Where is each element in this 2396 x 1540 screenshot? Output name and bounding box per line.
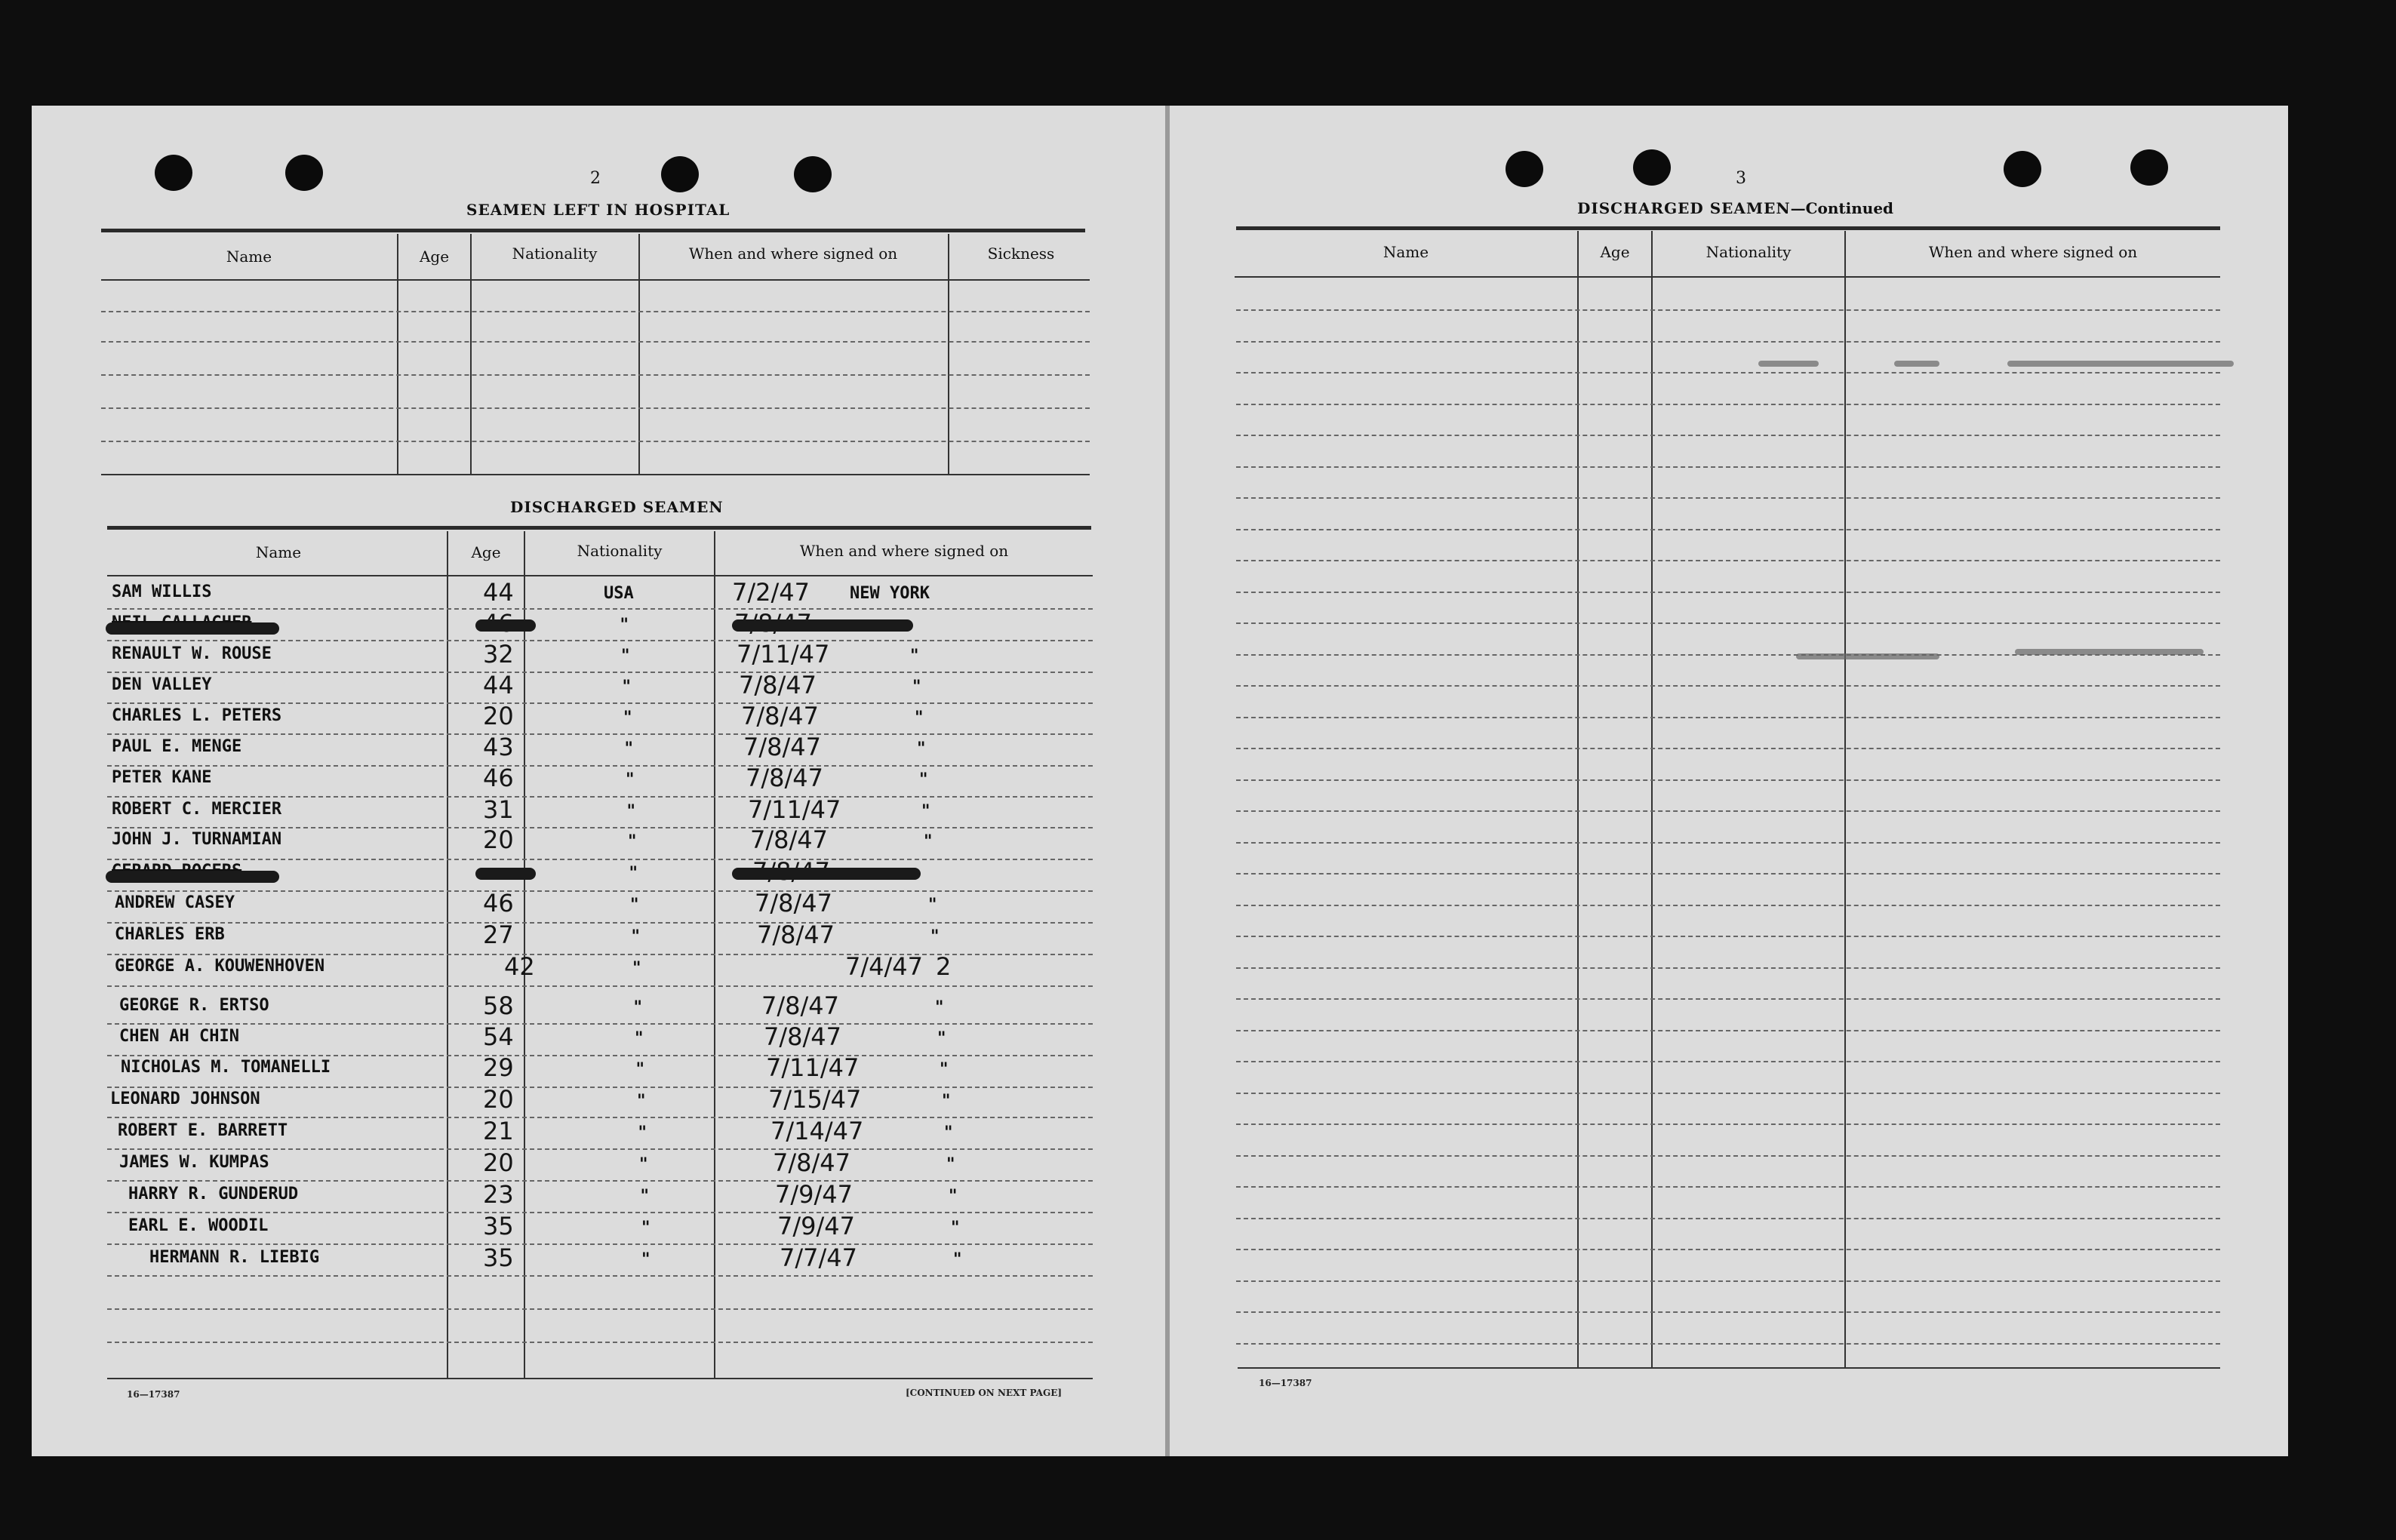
hospital-col-nationality: Nationality [512,244,598,263]
right-row-line [1236,1186,2220,1188]
seaman-age: 20 [483,702,514,730]
seaman-nationality: " [626,801,635,821]
seaman-nationality: " [630,895,639,914]
discharged-row-line [107,702,1093,704]
right-col-divider [1577,231,1579,1369]
discharged-row-line [107,1212,1093,1213]
right-row-line [1236,497,2220,499]
seaman-nationality: " [638,1123,647,1142]
discharged-col-name: Name [255,543,302,561]
signed-on-date: 7/9/47 [775,1180,853,1209]
page-number-left: 2 [590,169,601,188]
signed-on-date: 7/8/47 [764,1022,841,1051]
right-row-line [1236,748,2220,749]
punch-hole [1633,149,1671,186]
signed-on-place: " [935,997,944,1017]
seaman-name: PAUL E. MENGE [112,737,242,756]
right-row-line [1236,1061,2220,1062]
right-row-line [1236,1155,2220,1157]
right-row-line [1236,592,2220,593]
hospital-col-sickness: Sickness [987,244,1055,263]
right-row-line [1236,435,2220,436]
signed-on-date: 7/11/47 [748,795,841,824]
right-row-line [1236,341,2220,343]
seaman-age: 42 [504,952,535,981]
right-row-line [1236,685,2220,687]
signed-on-place: " [917,739,926,758]
seaman-nationality: " [633,997,642,1017]
punch-hole [155,155,192,191]
continued-note: [CONTINUED ON NEXT PAGE] [906,1388,1063,1398]
seaman-name: HERMANN R. LIEBIG [149,1248,320,1267]
punch-hole [285,155,323,191]
signed-on-place: " [937,1028,946,1048]
right-top-rule [1236,226,2220,230]
discharged-header-rule [107,575,1093,576]
right-title-suffix: —Continued [1790,199,1894,217]
discharged-row-line [107,1055,1093,1056]
right-row-line [1236,466,2220,468]
signed-on-place: " [912,677,921,696]
right-row-line [1236,717,2220,718]
bleed-through-mark [1796,653,1939,659]
right-row-line [1236,1280,2220,1282]
seaman-nationality: " [639,1154,648,1174]
hospital-col-divider [638,234,640,475]
signed-on-date: 7/15/47 [768,1085,862,1114]
signed-on-place: " [942,1091,951,1111]
hospital-bottom-rule [101,474,1090,475]
signed-on-date: 7/8/47 [746,764,823,792]
seaman-age: 23 [483,1180,514,1209]
right-row-line [1236,560,2220,561]
right-col-divider [1651,231,1653,1369]
discharged-row-line [107,827,1093,828]
seaman-age: 44 [483,578,514,607]
signed-on-date: 7/4/47 [845,952,923,981]
right-row-line [1236,1218,2220,1219]
discharged-row-line [107,1275,1093,1277]
right-row-line [1236,998,2220,1000]
hospital-row-line [101,341,1090,343]
right-row-line [1236,622,2220,624]
signed-on-place: " [921,801,930,821]
seaman-name: GEORGE A. KOUWENHOVEN [115,957,325,976]
seaman-age: 35 [483,1243,514,1272]
right-col-signed-on: When and where signed on [1928,243,2138,261]
signed-on-place: " [910,646,919,665]
hospital-row-line [101,441,1090,442]
seaman-name: ANDREW CASEY [115,893,235,912]
signed-on-place: " [953,1250,962,1269]
right-page-title [1577,199,1893,217]
right-row-line [1236,1123,2220,1125]
hospital-header-rule [101,279,1090,281]
hospital-row-line [101,407,1090,409]
discharged-row-line [107,1117,1093,1118]
seaman-nationality: USA [604,584,634,603]
seaman-nationality: " [622,677,631,696]
right-row-line [1236,404,2220,405]
strike-through-mark [475,868,536,880]
seaman-age: 20 [483,1085,514,1114]
discharged-row-line [107,890,1093,892]
seaman-name: SAM WILLIS [112,582,212,601]
discharged-row-line [107,985,1093,987]
signed-on-date: 7/8/47 [739,671,817,699]
signed-on-place: " [915,708,924,727]
bleed-through-mark [1894,361,1939,367]
signed-on-place: NEW YORK [850,584,930,603]
signed-on-place: " [930,927,940,946]
punch-hole [794,156,832,192]
right-row-line [1236,936,2220,937]
seaman-nationality: " [629,863,638,883]
right-row-line [1236,1311,2220,1313]
right-bottom-rule [1238,1367,2220,1369]
discharged-row-line [107,1180,1093,1182]
strike-through-mark [106,871,279,883]
seaman-name: CHARLES ERB [115,925,225,944]
discharged-row-line [107,796,1093,798]
seaman-name: JAMES W. KUMPAS [119,1153,269,1172]
hospital-row-line [101,374,1090,376]
right-row-line [1236,1249,2220,1250]
punch-hole [1506,151,1543,187]
signed-on-date: 7/14/47 [770,1117,864,1145]
right-row-line [1236,873,2220,875]
seaman-nationality: " [621,646,630,665]
right-page [1170,106,2288,1456]
right-row-line [1236,1093,2220,1094]
seaman-age: 43 [483,733,514,761]
discharged-row-line [107,733,1093,735]
right-row-line [1236,842,2220,844]
right-col-age: Age [1600,243,1630,261]
strike-through-mark [732,619,913,632]
seaman-nationality: " [620,615,629,635]
discharged-top-rule [107,526,1091,530]
seaman-age: 29 [483,1053,514,1082]
signed-on-date: 7/8/47 [755,889,832,918]
seaman-name: HARRY R. GUNDERUD [128,1185,299,1203]
seaman-age: 21 [483,1117,514,1145]
discharged-row-line [107,1243,1093,1245]
seaman-name: CHARLES L. PETERS [112,706,282,725]
hospital-top-rule [101,229,1085,232]
seaman-nationality: " [631,927,640,946]
seaman-age: 35 [483,1212,514,1240]
seaman-nationality: " [624,739,633,758]
signed-on-place: 2 [936,952,952,981]
hospital-section-title: SEAMEN LEFT IN HOSPITAL [466,201,730,219]
seaman-nationality: " [635,1028,644,1048]
seaman-nationality: " [626,770,635,789]
seaman-name: DEN VALLEY [112,675,212,694]
hospital-col-divider [397,234,398,475]
seaman-age: 27 [483,921,514,949]
bleed-through-mark [2015,649,2204,655]
hospital-row-line [101,311,1090,312]
bleed-through-mark [2007,361,2234,367]
strike-through-mark [106,622,279,635]
signed-on-place: " [928,895,937,914]
seaman-name: LEONARD JOHNSON [110,1090,260,1108]
discharged-row-line [107,922,1093,924]
discharged-bottom-rule [107,1378,1093,1379]
signed-on-date: 7/8/47 [743,733,821,761]
form-number-right: 16—17387 [1259,1378,1312,1388]
right-row-line [1236,1343,2220,1345]
discharged-row-line [107,1148,1093,1150]
right-row-line [1236,905,2220,906]
signed-on-place: " [951,1218,960,1237]
seaman-nationality: " [628,831,637,851]
seaman-age: 44 [483,671,514,699]
seaman-nationality: " [623,708,632,727]
discharged-col-nationality: Nationality [577,542,663,560]
seaman-name: EARL E. WOODIL [128,1216,269,1235]
signed-on-place: " [949,1186,958,1206]
hospital-col-divider [470,234,472,475]
right-row-line [1236,967,2220,969]
form-number-left: 16—17387 [127,1389,180,1400]
right-row-line [1236,529,2220,530]
seaman-name: JOHN J. TURNAMIAN [112,830,282,849]
discharged-row-line [107,1023,1093,1025]
strike-through-mark [732,868,921,880]
seaman-age: 58 [483,991,514,1020]
discharged-row-line [107,608,1093,610]
seaman-age: 20 [483,825,514,854]
discharged-col-age: Age [471,543,501,561]
signed-on-date: 7/8/47 [773,1148,850,1177]
signed-on-place: " [946,1154,955,1174]
seaman-nationality: " [641,1250,651,1269]
seaman-age: 54 [483,1022,514,1051]
seaman-name: CHEN AH CHIN [119,1027,239,1046]
punch-hole [661,156,699,192]
right-row-line [1236,372,2220,373]
signed-on-place: " [940,1059,949,1079]
signed-on-date: 7/8/47 [757,921,835,949]
signed-on-place: " [924,831,933,851]
punch-hole [2130,149,2168,186]
signed-on-date: 7/8/47 [761,991,839,1020]
discharged-row-line [107,1342,1093,1343]
signed-on-date: 7/11/47 [766,1053,860,1082]
signed-on-date: 7/9/47 [777,1212,855,1240]
right-row-line [1236,810,2220,812]
seaman-name: PETER KANE [112,768,212,787]
right-title-main: DISCHARGED SEAMEN [1577,199,1791,217]
right-row-line [1236,779,2220,781]
signed-on-place: " [944,1123,953,1142]
seaman-name: RENAULT W. ROUSE [112,644,272,663]
seaman-nationality: " [635,1059,644,1079]
discharged-row-line [107,640,1093,641]
signed-on-date: 7/8/47 [750,825,828,854]
right-col-name: Name [1383,243,1429,261]
right-row-line [1236,1030,2220,1031]
discharged-row-line [107,1308,1093,1310]
discharged-row-line [107,859,1093,860]
signed-on-place: " [919,770,928,789]
right-row-line [1236,309,2220,311]
discharged-row-line [107,765,1093,767]
bleed-through-mark [1758,361,1819,367]
seaman-name: NICHOLAS M. TOMANELLI [121,1058,331,1077]
right-col-divider [1844,231,1846,1369]
seaman-age: 20 [483,1148,514,1177]
signed-on-date: 7/2/47 [732,578,810,607]
seaman-name: ROBERT C. MERCIER [112,800,282,819]
seaman-nationality: " [632,958,641,978]
seaman-age: 31 [483,795,514,824]
seaman-name: ROBERT E. BARRETT [118,1121,288,1140]
right-col-nationality: Nationality [1705,243,1792,261]
discharged-row-line [107,672,1093,673]
hospital-col-age: Age [419,247,450,266]
discharged-row-line [107,1087,1093,1088]
seaman-age: 46 [483,764,514,792]
punch-hole [2004,151,2041,187]
discharged-section-title: DISCHARGED SEAMEN [510,498,724,516]
signed-on-date: 7/8/47 [741,702,819,730]
seaman-nationality: " [640,1186,649,1206]
page-number-right: 3 [1736,169,1746,188]
seaman-nationality: " [637,1091,646,1111]
signed-on-date: 7/11/47 [737,640,830,669]
seaman-age: 46 [483,889,514,918]
right-header-rule [1235,276,2220,278]
seaman-nationality: " [641,1218,651,1237]
signed-on-date: 7/7/47 [780,1243,857,1272]
hospital-col-name: Name [226,247,272,266]
seaman-name: GEORGE R. ERTSO [119,996,269,1015]
discharged-col-signed-on: When and where signed on [799,542,1009,560]
hospital-col-divider [948,234,949,475]
strike-through-mark [475,619,536,632]
hospital-col-signed-on: When and where signed on [688,244,898,263]
seaman-age: 32 [483,640,514,669]
